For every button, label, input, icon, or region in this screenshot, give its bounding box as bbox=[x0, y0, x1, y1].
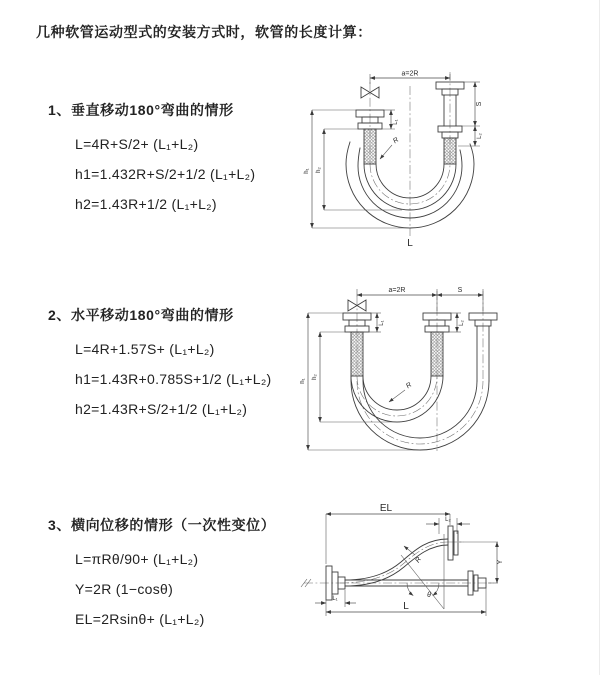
formula-line: L=4R+1.57S+ (L₁+L₂) bbox=[75, 341, 215, 357]
dim-label-l2: L₂ bbox=[477, 133, 483, 139]
dim-label-l2: L₂ bbox=[445, 517, 451, 523]
dim-label-el: EL bbox=[379, 503, 393, 514]
section-2-heading: 2、水平移动180°弯曲的情形 bbox=[48, 307, 234, 323]
formula-line: h1=1.43R+0.785S+1/2 (L₁+L₂) bbox=[75, 371, 272, 387]
formula-line: h2=1.43R+S/2+1/2 (L₁+L₂) bbox=[75, 401, 248, 417]
dim-label-h1: h₁ bbox=[304, 168, 310, 174]
centerlines bbox=[370, 72, 450, 236]
dim-l1 bbox=[315, 590, 356, 607]
radius-callout bbox=[380, 136, 400, 159]
diagram-3-drawing bbox=[298, 498, 598, 648]
dim-label-l1: L₁ bbox=[332, 596, 338, 602]
radius-callout bbox=[389, 381, 413, 402]
dim-l1 bbox=[365, 313, 385, 332]
formula-line: L=πRθ/90+ (L₁+L₂) bbox=[75, 551, 199, 567]
diagram-1-drawing bbox=[298, 66, 588, 258]
dim-l bbox=[326, 588, 486, 616]
dim-y bbox=[459, 542, 504, 583]
diagram-2-drawing bbox=[300, 281, 580, 473]
dim-label-l1: L₁ bbox=[379, 320, 385, 326]
section-lateral-displacement bbox=[48, 515, 275, 634]
diagram-vertical-180-bend bbox=[298, 66, 588, 263]
dim-h2 bbox=[316, 129, 402, 210]
dim-a2r bbox=[357, 287, 437, 311]
dim-label-h2: h₂ bbox=[316, 167, 322, 173]
radius-label: R bbox=[414, 556, 424, 565]
formula-line: h2=1.43R+1/2 (L₁+L₂) bbox=[75, 196, 217, 212]
section-1-heading: 1、垂直移动180°弯曲的情形 bbox=[48, 102, 234, 118]
formula-line: L=4R+S/2+ (L₁+L₂) bbox=[75, 136, 199, 152]
formula-line: h1=1.432R+S/2+1/2 (L₁+L₂) bbox=[75, 166, 256, 182]
dim-label-s: S bbox=[457, 287, 463, 294]
radius-label: R bbox=[392, 136, 401, 146]
dim-l1 bbox=[378, 110, 399, 129]
dim-label-l1: L₁ bbox=[393, 119, 399, 125]
radius-label: R bbox=[405, 381, 414, 391]
dim-label-y: Y bbox=[497, 559, 504, 565]
formula-line: EL=2Rsinθ+ (L₁+L₂) bbox=[75, 611, 205, 627]
hose-u-bends bbox=[351, 376, 489, 450]
formula-line: Y=2R (1−cosθ) bbox=[75, 581, 174, 597]
dim-label-l2: L₂ bbox=[459, 320, 465, 326]
dim-label-h1: h₁ bbox=[300, 378, 306, 384]
dim-label-h2: h₂ bbox=[312, 374, 318, 380]
section-vertical-bend bbox=[48, 100, 255, 219]
length-label: L bbox=[407, 238, 413, 249]
dim-el bbox=[326, 503, 450, 564]
section-3-heading: 3、横向位移的情形（一次性变位） bbox=[48, 517, 276, 533]
dim-s bbox=[462, 82, 483, 126]
angle-label: θ bbox=[427, 592, 431, 599]
left-pipe-fitting bbox=[343, 313, 371, 381]
dim-l2 bbox=[445, 313, 465, 332]
diagram-lateral-displacement bbox=[298, 498, 598, 653]
dim-label-a2r: a=2R bbox=[388, 287, 406, 294]
middle-pipe-fitting bbox=[423, 313, 451, 376]
dim-label-l: L bbox=[403, 601, 409, 612]
dim-s bbox=[437, 287, 483, 311]
upper-flange-fitting bbox=[448, 526, 458, 560]
displaced-hose-curve bbox=[345, 539, 448, 586]
centerlines bbox=[304, 542, 494, 583]
dim-label-a2r: a=2R bbox=[401, 70, 419, 78]
page-title: 几种软管运动型式的安装方式时，软管的长度计算： bbox=[36, 24, 372, 40]
section-horizontal-bend bbox=[48, 305, 272, 424]
dim-label-s: S bbox=[476, 101, 483, 107]
centerlines bbox=[357, 291, 483, 451]
diagram-horizontal-180-bend bbox=[300, 281, 580, 478]
